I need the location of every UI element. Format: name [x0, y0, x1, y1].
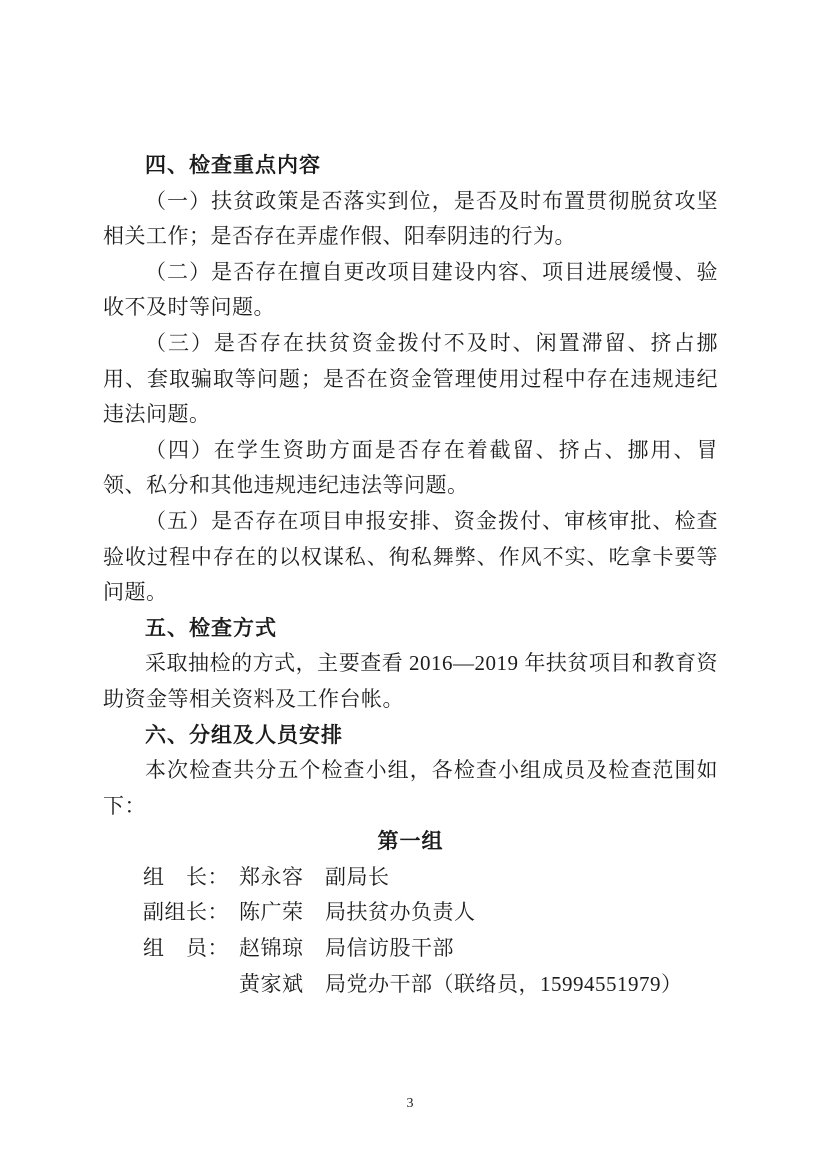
section-6-heading: 六、分组及人员安排	[145, 723, 343, 747]
section-4-paragraph-3: （三）是否存在扶贫资金拨付不及时、闲置滞留、挤占挪用、套取骗取等问题；是否在资金管理使用过程中存在违规违纪违法问题。	[103, 330, 718, 427]
section-4-paragraph-1: （一）扶贫政策是否落实到位，是否及时布置贯彻脱贫攻坚相关工作；是否存在弄虚作假、阳奉阴违的行为。	[103, 188, 718, 249]
section-5-heading: 五、检查方式	[145, 616, 277, 640]
member-title: 局信访股干部	[325, 936, 454, 961]
member-role-label: 组 长：	[143, 864, 229, 889]
group-1-member-row-1	[103, 860, 718, 896]
section-6-body: 本次检查共分五个检查小组，各检查小组成员及检查范围如下：	[103, 758, 718, 818]
member-name: 赵锦琼	[239, 936, 304, 961]
member-title: 局扶贫办负责人	[325, 900, 476, 925]
document-content	[103, 148, 718, 1002]
member-title: 副局长	[325, 864, 390, 889]
section-5-body: 采取抽检的方式，主要查看 2016—2019 年扶贫项目和教育资助资金等相关资料及工作台帐。	[103, 651, 718, 711]
section-4-paragraph-4: （四）在学生资助方面是否存在着截留、挤占、挪用、冒领、私分和其他违规违纪违法等问题。	[103, 437, 718, 498]
section-4-paragraph-5: （五）是否存在项目申报安排、资金拨付、审核审批、检查验收过程中存在的以权谋私、徇私舞弊、作风不实、吃拿卡要等问题。	[103, 508, 718, 605]
member-title: 局党办干部（联络员，15994551979）	[325, 971, 683, 996]
section-4-heading: 四、检查重点内容	[145, 154, 321, 177]
member-role-label: 组 员：	[143, 936, 229, 961]
member-name: 郑永容	[239, 864, 304, 889]
group-1-member-row-3	[103, 931, 718, 967]
member-name: 陈广荣	[239, 900, 304, 925]
section-4-paragraph-2: （二）是否存在擅自更改项目建设内容、项目进展缓慢、验收不及时等问题。	[103, 259, 718, 320]
member-role-label	[143, 967, 239, 1003]
group-1-member-row-4	[103, 967, 718, 1003]
group-1-title: 第一组	[377, 830, 444, 854]
group-1-member-row-2	[103, 895, 718, 931]
member-role-label: 副组长：	[143, 900, 229, 925]
member-name: 黄家斌	[239, 971, 304, 996]
page-number: 3	[406, 1096, 414, 1111]
